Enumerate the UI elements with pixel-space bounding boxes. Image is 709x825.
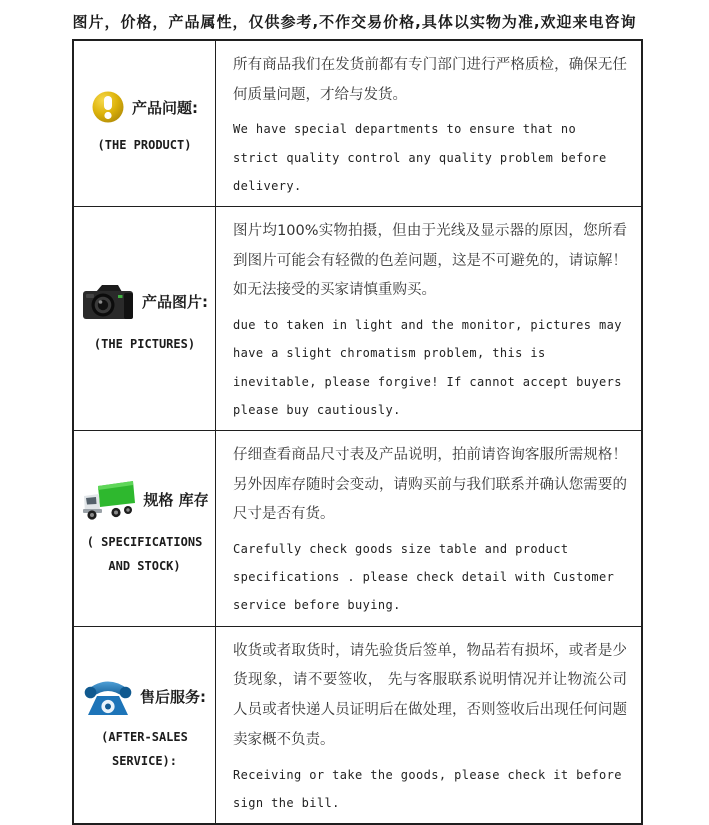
row-text-cn: 所有商品我们在发货前都有专门部门进行严格质检，确保无任何质量问题，才给与发货。	[233, 57, 627, 103]
row-description-cell	[216, 207, 641, 430]
row-description-cell	[216, 41, 641, 206]
table-row-product	[74, 41, 641, 206]
row-label-cell	[74, 627, 216, 823]
table-row-aftersales	[74, 626, 641, 823]
row-text-en: We have special departments to ensure that no strict quality control any quality problem before delivery.	[233, 122, 607, 193]
row-label-en: (THE PRODUCT)	[97, 138, 192, 152]
row-label-en: (AFTER-SALES SERVICE):	[101, 730, 188, 769]
row-label-cell	[74, 207, 216, 430]
product-notice-table	[72, 39, 643, 825]
row-label-cn: 产品图片:	[142, 293, 208, 312]
row-text-cn: 收货或者取货时，请先验货后签单，物品若有损坏，或者是少货现象，请不要签收， 先与客服联系说明情况并让物流公司人员或者快递人员证明后在做处理，否则签收后出现任何问题卖家概不负责。	[233, 642, 627, 748]
row-label-cell	[74, 431, 216, 626]
camera-icon	[81, 281, 135, 323]
phone-icon	[83, 676, 133, 716]
row-label-en: ( SPECIFICATIONS AND STOCK)	[86, 534, 203, 573]
exclamation-icon	[91, 90, 125, 124]
row-label-cell	[74, 41, 216, 206]
row-text-cn: 仔细查看商品尺寸表及产品说明，拍前请咨询客服所需规格！另外因库存随时会变动，请购买前与我们联系并确认您需要的尺寸是否有货。	[233, 446, 627, 523]
row-text-en: Carefully check goods size table and product specifications . please check detail with Customer service before buying.	[233, 542, 615, 613]
row-label-cn: 产品问题:	[132, 98, 198, 117]
row-label-cn: 售后服务:	[140, 687, 206, 706]
row-text-en: due to taken in light and the monitor, pictures may have a slight chromatism problem, this is inevitable, please forgive! If cannot accept buyers please buy cautiously.	[233, 318, 622, 417]
row-label-en: (THE PICTURES)	[93, 336, 196, 351]
table-row-specifications	[74, 430, 641, 626]
page-title: 图片，价格，产品属性，仅供参考,不作交易价格,具体以实物为准,欢迎来电咨询	[72, 13, 637, 31]
row-text-en: Receiving or take the goods, please check it before sign the bill.	[233, 767, 622, 810]
row-description-cell	[216, 627, 641, 823]
truck-icon	[80, 479, 136, 521]
row-description-cell	[216, 431, 641, 626]
row-label-cn: 规格 库存	[143, 491, 209, 510]
table-row-pictures	[74, 206, 641, 430]
row-text-cn: 图片均100%实物拍摄，但由于光线及显示器的原因，您所看到图片可能会有轻微的色差问题，这是不可避免的，请谅解！如无法接受的买家请慎重购买。	[233, 223, 627, 299]
